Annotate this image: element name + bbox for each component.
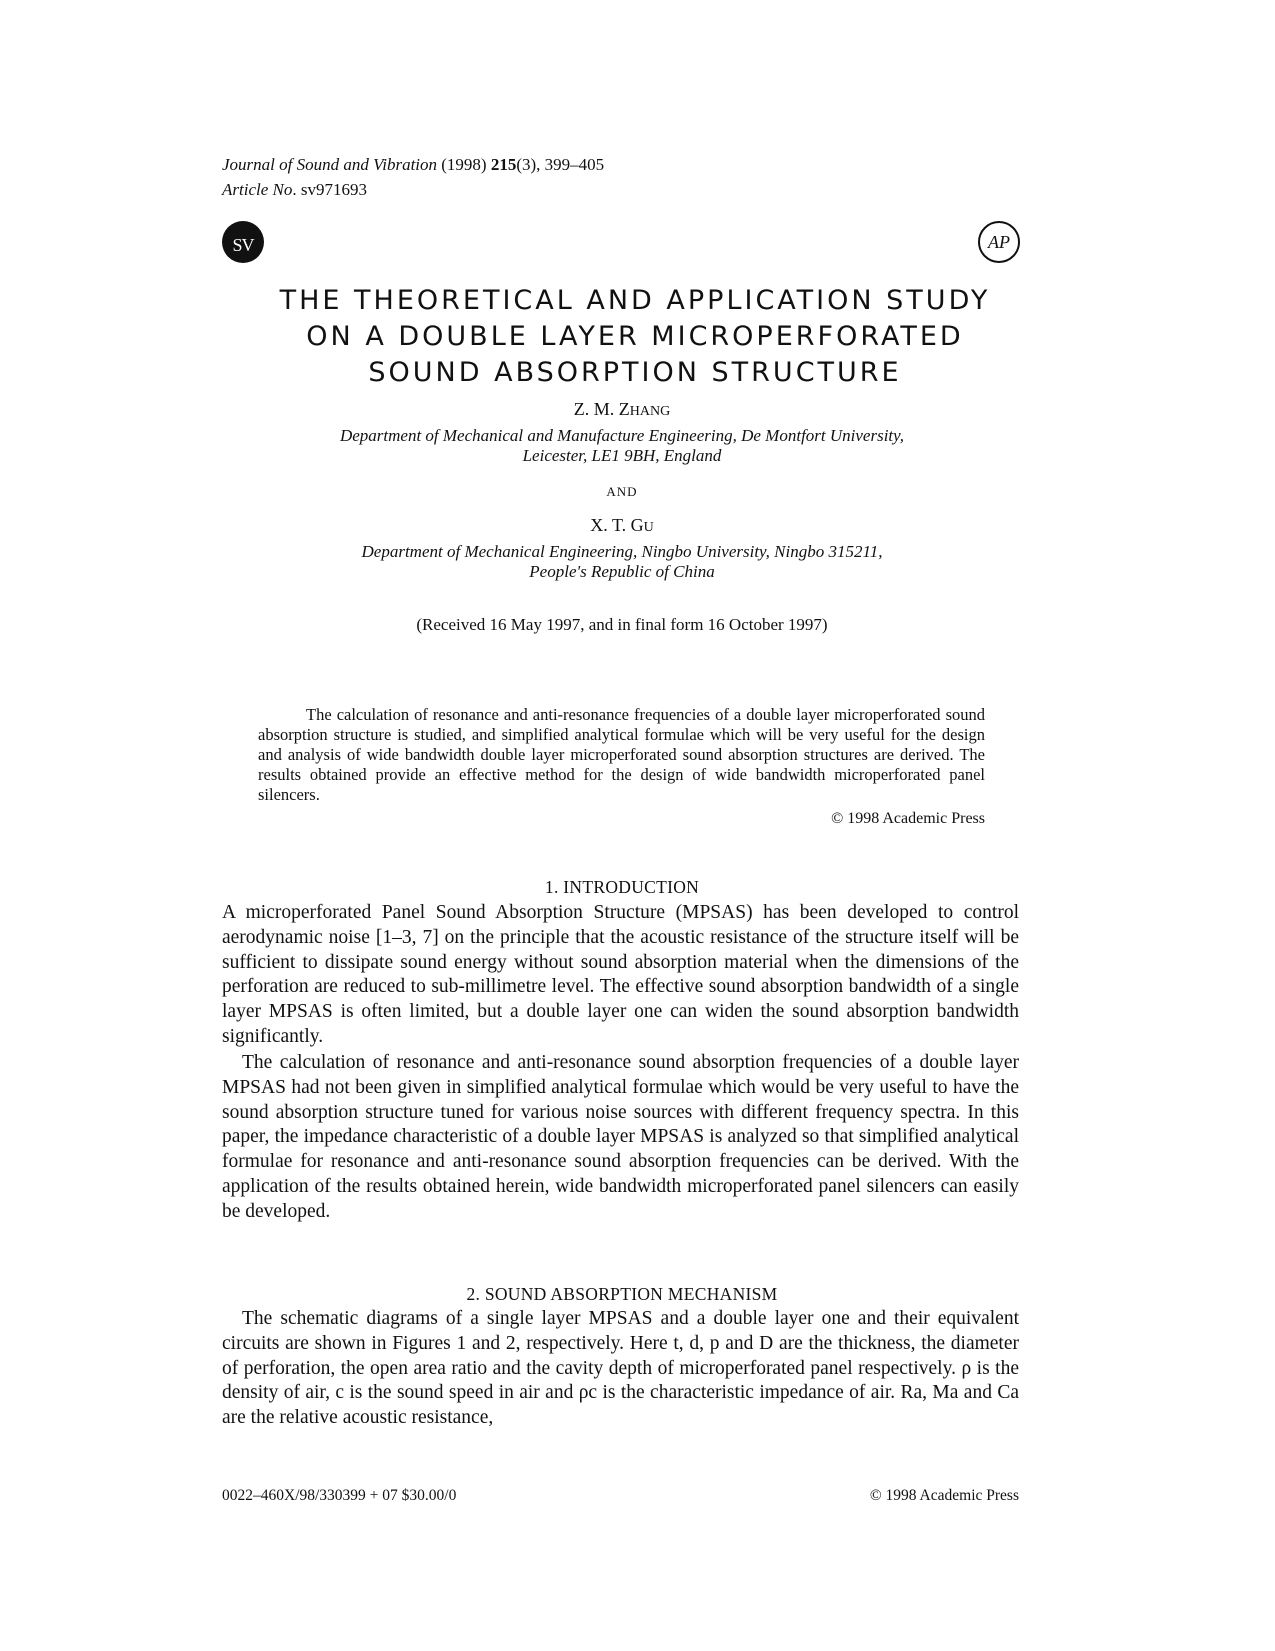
section-heading-mechanism: 2. SOUND ABSORPTION MECHANISM	[466, 1284, 778, 1304]
intro-paragraph-1: A microperforated Panel Sound Absorption Structure (MPSAS) has been developed to control aerodynamic noise [1–3, 7] on the principle that the acoustic resistance of the structure itself will be sufficient to dissipate sound energy without sound absorption material when the dimensions of the perforation are reduced to sub-millimetre level. The effective sound absorption bandwidth of a single layer MPSAS is often limited, but a double layer one can widen the sound absorption bandwidth significantly.	[222, 902, 1019, 1047]
title-line-1: THE THEORETICAL AND APPLICATION STUDY	[279, 285, 991, 316]
author-1-affiliation	[222, 426, 1022, 466]
sv-logo-icon	[222, 202, 264, 263]
journal-volume: 215	[490, 155, 517, 174]
and-separator: AND	[606, 484, 638, 499]
article-label: Article No	[222, 180, 293, 199]
title-line-2: ON A DOUBLE LAYER MICROPERFORATED	[306, 321, 964, 352]
section-heading-introduction: 1. INTRODUCTION	[544, 877, 700, 897]
footer-issn: 0022–460X/98/330399 + 07 $30.00/0	[222, 1487, 457, 1504]
article-id: . sv971693	[292, 180, 367, 199]
author-2-initials: X. T. G	[590, 515, 644, 535]
paper-title	[200, 283, 1070, 391]
author-2-affiliation	[222, 542, 1022, 582]
author-2-affil-line-1: Department of Mechanical Engineering, Ningbo University, Ningbo 315211,	[361, 542, 883, 561]
received-dates: (Received 16 May 1997, and in final form 16 October 1997)	[416, 615, 828, 634]
author-2-surname: U	[643, 520, 654, 535]
footer-copyright: © 1998 Academic Press	[869, 1487, 1019, 1504]
article-line	[222, 177, 604, 202]
author-1-name	[222, 399, 1022, 420]
intro-paragraph-2: The calculation of resonance and anti-resonance sound absorption frequencies of a double layer MPSAS had not been given in simplified analytical formulae which would be very useful to have the sound absorption structure tuned for various noise sources with different frequency spectra. In this paper, the impedance characteristic of a double layer MPSAS is analyzed so that simplified analytical formulae for resonance and anti-resonance sound absorption frequencies can be derived. With the application of the results obtained herein, wide bandwidth microperforated panel silencers can easily be developed.	[222, 1052, 1019, 1222]
author-1-affil-line-2: Leicester, LE1 9BH, England	[522, 446, 722, 465]
author-1-affil-line-1: Department of Mechanical and Manufacture Engineering, De Montfort University,	[339, 426, 905, 445]
journal-name: Journal of Sound and Vibration	[222, 155, 438, 174]
sv-logo-small-letter: J	[241, 202, 245, 212]
abstract-copyright: © 1998 Academic Press	[831, 810, 985, 827]
abstract-text: The calculation of resonance and anti-resonance frequencies of a double layer microperforated sound absorption structure is studied, and simplified analytical formulae which will be very useful for the design and analysis of wide bandwidth double layer microperforated sound absorption structures are derived. The results obtained provide an effective method for the design of wide bandwidth microperforated panel silencers.	[258, 705, 985, 804]
mechanism-paragraph-1: The schematic diagrams of a single layer MPSAS and a double layer one and their equivalent circuits are shown in Figures 1 and 2, respectively. Here t, d, p and D are the thickness, the diameter of perforation, the open area ratio and the cavity depth of microperforated panel respectively. ρ is the density of air, c is the sound speed in air and ρc is the characteristic impedance of air. Ra, Ma and Ca are the relative acoustic resistance,	[222, 1308, 1019, 1429]
author-1-initials: Z. M. Z	[573, 399, 630, 419]
ap-logo-text: AP	[988, 232, 1010, 252]
journal-issue-pages: (3), 399–405	[516, 155, 605, 174]
ap-logo-icon	[978, 221, 1020, 263]
author-2-name	[222, 515, 1022, 536]
sv-logo-text: SV	[232, 235, 254, 255]
author-2-affil-line-2: People's Republic of China	[529, 562, 715, 581]
author-1-surname: HANG	[629, 404, 671, 419]
journal-year: (1998)	[441, 155, 487, 174]
journal-line	[222, 152, 604, 177]
title-line-3: SOUND ABSORPTION STRUCTURE	[368, 357, 902, 388]
journal-citation	[222, 152, 604, 202]
